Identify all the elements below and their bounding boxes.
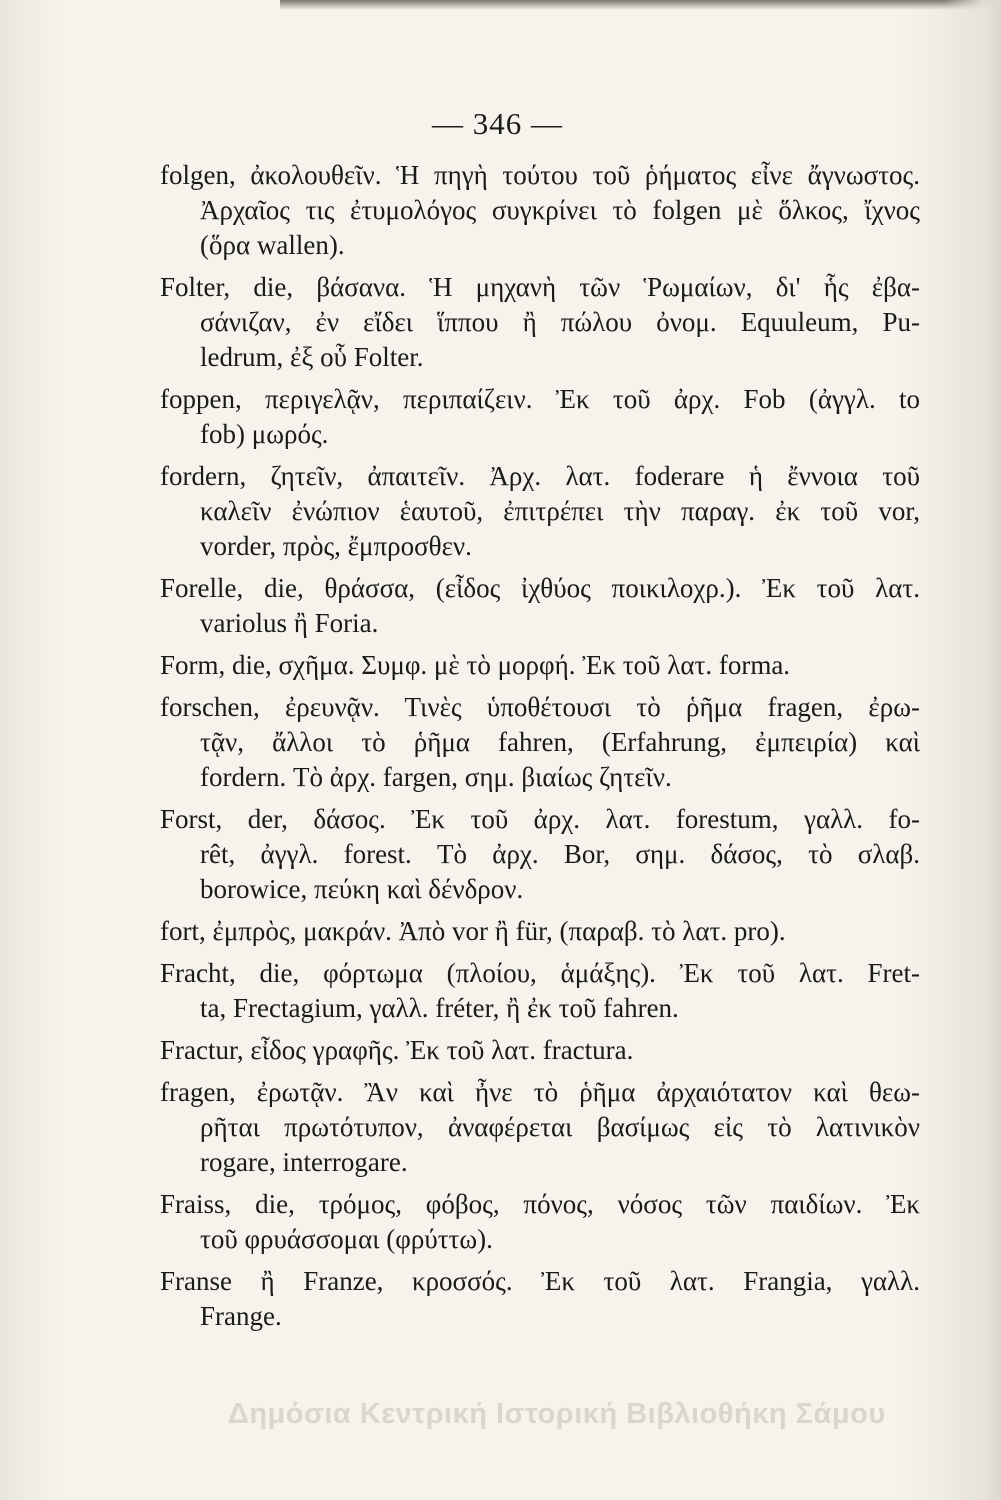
entry-continuation-line: vorder, πρὸς, ἔμπροσθεν. (200, 531, 472, 561)
entry-continuation-line: καλεῖν ἐνώπιον ἑαυτοῦ, ἐπιτρέπει τὴν παραγ. ἐκ τοῦ vor, (200, 496, 920, 526)
entry-headline: Fractur, εἶδος γραφῆς. Ἐκ τοῦ λατ. fractura. (160, 1035, 634, 1065)
entry-headline: Form, die, σχῆμα. Συμφ. μὲ τὸ μορφή. Ἐκ τοῦ λατ. forma. (160, 650, 791, 680)
entry-continuation-line: ta, Frectagium, γαλλ. fréter, ἢ ἐκ τοῦ fahren. (200, 993, 679, 1023)
entry-continuation-line: Frange. (200, 1301, 282, 1331)
page-top-edge (280, 0, 1001, 10)
dictionary-entry (160, 1033, 920, 1068)
entry-headline: forschen, ἐρευνᾷν. Τινὲς ὑποθέτουσι τὸ ῥῆμα fragen, ἐρω- (160, 692, 920, 722)
entry-continuation-line: borowice, πεύκη καὶ δένδρον. (200, 874, 524, 904)
entry-headline: folgen, ἀκολουθεῖν. Ἡ πηγὴ τούτου τοῦ ῥήματος εἶνε ἄγνωστος. (160, 160, 920, 190)
entry-headline: Franse ἢ Franze, κροσσός. Ἐκ τοῦ λατ. Frangia, γαλλ. (160, 1266, 920, 1296)
entry-continuation-line: τᾷν, ἄλλοι τὸ ῥῆμα fahren, (Erfahrung, ἐμπειρία) καὶ (200, 727, 920, 757)
entry-continuation-line: fob) μωρός. (200, 419, 329, 449)
entry-headline: fragen, ἐρωτᾷν. Ἂν καὶ ἦνε τὸ ῥῆμα ἀρχαιότατον καὶ θεω- (160, 1077, 920, 1107)
dictionary-entry (160, 1264, 920, 1334)
dictionary-entry (160, 802, 920, 907)
dictionary-entry (160, 956, 920, 1026)
entry-headline: foppen, περιγελᾷν, περιπαίζειν. Ἐκ τοῦ ἀρχ. Fob (ἀγγλ. to (160, 384, 920, 414)
entry-headline: fort, ἐμπρὸς, μακράν. Ἀπὸ vor ἢ für, (παραβ. τὸ λατ. pro). (160, 916, 786, 946)
library-watermark: Δημόσια Κεντρική Ιστορική Βιβλιοθήκη Σάμου (228, 1398, 886, 1430)
dictionary-entries (160, 158, 920, 1341)
entry-headline: fordern, ζητεῖν, ἀπαιτεῖν. Ἀρχ. λατ. foderare ἡ ἔννοια τοῦ (160, 461, 920, 491)
page-right-edge-shadow (943, 0, 1001, 1500)
entry-continuation-line: ledrum, ἐξ οὗ Folter. (200, 342, 424, 372)
entry-headline: Forst, der, δάσος. Ἐκ τοῦ ἀρχ. λατ. forestum, γαλλ. fo- (160, 804, 920, 834)
dictionary-entry (160, 690, 920, 795)
entry-headline: Folter, die, βάσανα. Ἡ μηχανὴ τῶν Ῥωμαίων, δι' ἧς ἐβα- (160, 272, 920, 302)
entry-continuation-line: fordern. Τὸ ἀρχ. fargen, σημ. βιαίως ζητεῖν. (200, 762, 672, 792)
dictionary-entry (160, 648, 920, 683)
entry-continuation-line: rêt, ἀγγλ. forest. Τὸ ἀρχ. Bor, σημ. δάσος, τὸ σλαβ. (200, 839, 920, 869)
dictionary-entry (160, 914, 920, 949)
entry-continuation-line: rogare, interrogare. (200, 1147, 408, 1177)
entry-continuation-line: τοῦ φρυάσσομαι (φρύττω). (200, 1224, 493, 1254)
entry-continuation-line: (ὅρα wallen). (200, 230, 345, 260)
entry-headline: Fracht, die, φόρτωμα (πλοίου, ἁμάξης). Ἐκ τοῦ λατ. Fret- (160, 958, 920, 988)
dictionary-entry (160, 270, 920, 375)
page-number: — 346 — (432, 106, 563, 141)
dictionary-entry (160, 382, 920, 452)
entry-headline: Forelle, die, θράσσα, (εἶδος ἰχθύος ποικιλοχρ.). Ἐκ τοῦ λατ. (160, 573, 920, 603)
entry-continuation-line: Ἀρχαῖος τις ἐτυμολόγος συγκρίνει τὸ folgen μὲ ὅλκος, ἴχνος (200, 195, 920, 225)
entry-continuation-line: ρῆται πρωτότυπον, ἀναφέρεται βασίμως εἰς τὸ λατινικὸν (200, 1112, 920, 1142)
entry-continuation-line: σάνιζαν, ἐν εἴδει ἵππου ἢ πώλου ὀνομ. Equuleum, Pu- (200, 307, 920, 337)
entry-headline: Fraiss, die, τρόμος, φόβος, πόνος, νόσος τῶν παιδίων. Ἐκ (160, 1189, 920, 1219)
dictionary-entry (160, 571, 920, 641)
dictionary-entry (160, 1075, 920, 1180)
dictionary-entry (160, 459, 920, 564)
dictionary-entry (160, 1187, 920, 1257)
dictionary-entry (160, 158, 920, 263)
entry-continuation-line: variolus ἢ Foria. (200, 608, 379, 638)
